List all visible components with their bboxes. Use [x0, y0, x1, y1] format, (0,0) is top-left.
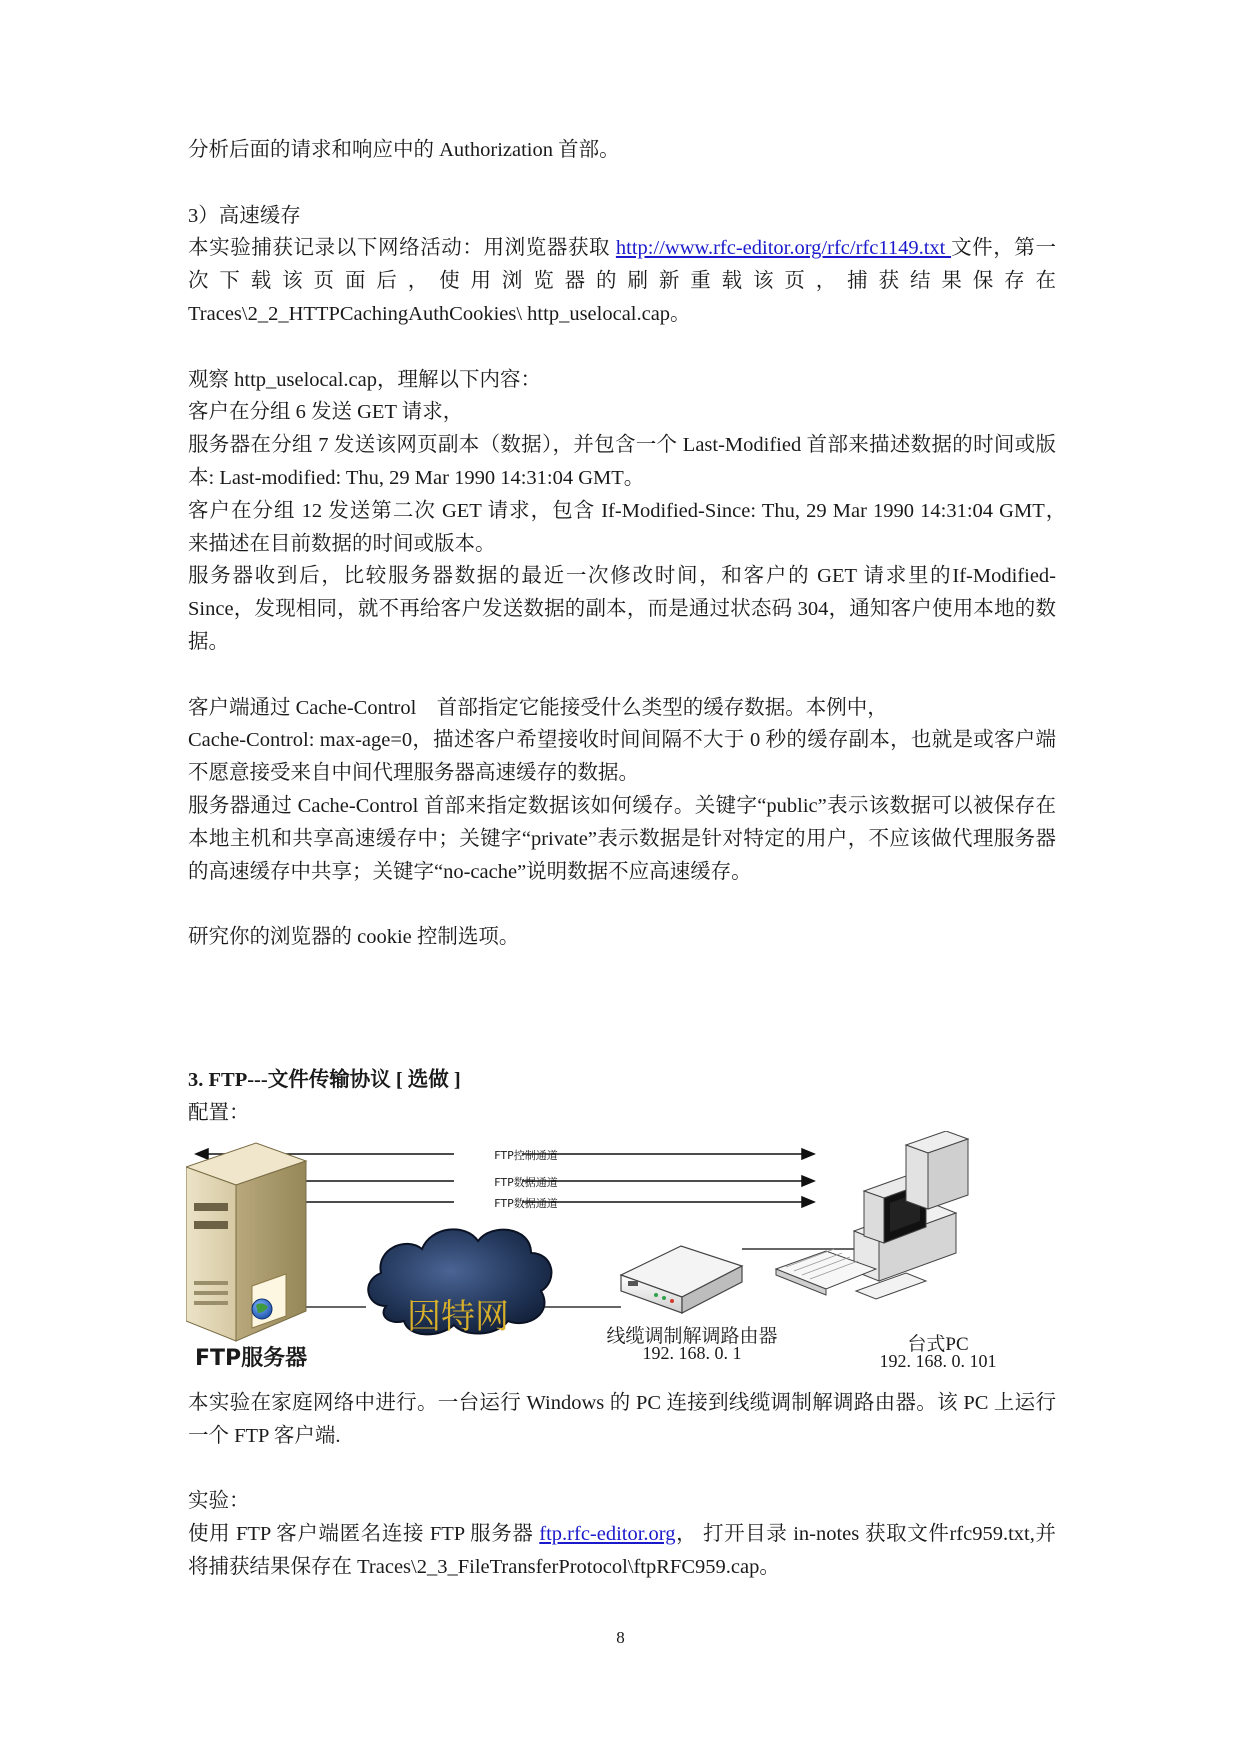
ftp-data-channel-label: FTP数据通道: [494, 1197, 558, 1210]
ftp-data-channel-label: FTP数据通道: [494, 1176, 558, 1189]
paragraph-experiment: [188, 1518, 1056, 1584]
page-number: 8: [616, 1628, 625, 1647]
router-ip-label: 192. 168. 0. 1: [642, 1343, 742, 1363]
text-segment: 使用 FTP 客户端匿名连接 FTP 服务器: [188, 1523, 540, 1546]
paragraph-cache-control-1: 客户端通过 Cache-Control 首部指定它能接受什么类型的缓存数据。本例中，: [188, 696, 888, 719]
text-segment: 文件，第一次下载该页面后，使用浏览器的刷新重载该页，捕获结果保存在Traces\2_2_HTTPCachingAuthCookies\ http_uselocal.cap。: [188, 237, 1057, 325]
paragraph-ftp-description: 本实验在家庭网络中进行。一台运行 Windows 的 PC 连接到线缆调制解调路由器。该 PC 上运行一个 FTP 客户端.: [188, 1392, 1056, 1447]
paragraph-cache-capture: [188, 232, 1056, 330]
text-segment: 本实验捕获记录以下网络活动：用浏览器获取: [188, 237, 616, 260]
paragraph-observe-title: 观察 http_uselocal.cap，理解以下内容：: [188, 368, 542, 391]
subheading-cache: 3）高速缓存: [188, 204, 301, 227]
desktop-pc-ip-label: 192. 168. 0. 101: [879, 1351, 997, 1371]
text-block-upper: [188, 134, 1077, 954]
ftp-control-channel-label: FTP控制通道: [494, 1149, 558, 1162]
paragraph-cache-control-3: 服务器通过 Cache-Control 首部来指定数据该如何缓存。关键字“public”表示该数据可以被保存在本地主机和共享高速缓存中；关键字“private”表示数据是针对特定的用户，不应该做代理服务器的高速缓存中共享；关键字“no-cache”说明数据不应高速缓存。: [188, 794, 1056, 883]
text-block-ftp-heading: [188, 1064, 1056, 1130]
paragraph-observe-2: 服务器在分组 7 发送该网页副本（数据），并包含一个 Last-Modified 首部来描述数据的时间或版本: Last-modified: Thu, 29 Mar 1990 14:31:04 GMT。: [188, 434, 1056, 489]
router-icon: [621, 1246, 742, 1313]
paragraph-cookie: 研究你的浏览器的 cookie 控制选项。: [188, 926, 520, 949]
ftp-server-icon: [186, 1143, 306, 1341]
paragraph-observe-4: 服务器收到后，比较服务器数据的最近一次修改时间，和客户的 GET 请求里的If-Modified-Since，发现相同，就不再给客户发送数据的副本，而是通过状态码 304，通知客户使用本地的数据。: [188, 565, 1056, 653]
paragraph-observe-1: 客户在分组 6 发送 GET 请求，: [188, 401, 464, 424]
rfc1149-link[interactable]: http://www.rfc-editor.org/rfc/rfc1149.txt: [615, 237, 952, 260]
ftp-rfc-editor-link[interactable]: ftp.rfc-editor.org: [539, 1523, 676, 1546]
section-heading-ftp: 3. FTP---文件传输协议 [ 选做 ]: [188, 1069, 461, 1091]
paragraph-cache-control-2: Cache-Control: max-age=0，描述客户希望接收时间间隔不大于 0 秒的缓存副本，也就是或客户端不愿意接受来自中间代理服务器高速缓存的数据。: [188, 729, 1056, 785]
internet-label: 因特网: [407, 1299, 509, 1336]
paragraph-observe-3: 客户在分组 12 发送第二次 GET 请求，包含 If-Modified-Since: Thu, 29 Mar 1990 14:31:04 GMT， 来描述在目前数据的时间或版本。: [188, 499, 1077, 555]
text-segment: ， 打开目录 in-notes 获取文件rfc959.txt,并将捕获结果保存在 Traces\2_3_FileTransferProtocol\ftpRFC959.cap。: [188, 1523, 1056, 1578]
router-label: 线缆调制解调路由器: [606, 1326, 778, 1347]
paragraph-authorization: 分析后面的请求和响应中的 Authorization 首部。: [188, 139, 620, 161]
network-diagram: [186, 1131, 1060, 1381]
text-block-lower: [188, 1387, 1056, 1584]
desktop-pc-label: 台式PC: [907, 1334, 969, 1355]
paragraph-experiment-label: 实验：: [188, 1490, 250, 1513]
paragraph-config-label: 配置：: [188, 1101, 250, 1124]
ftp-server-label: FTP服务器: [195, 1346, 308, 1371]
